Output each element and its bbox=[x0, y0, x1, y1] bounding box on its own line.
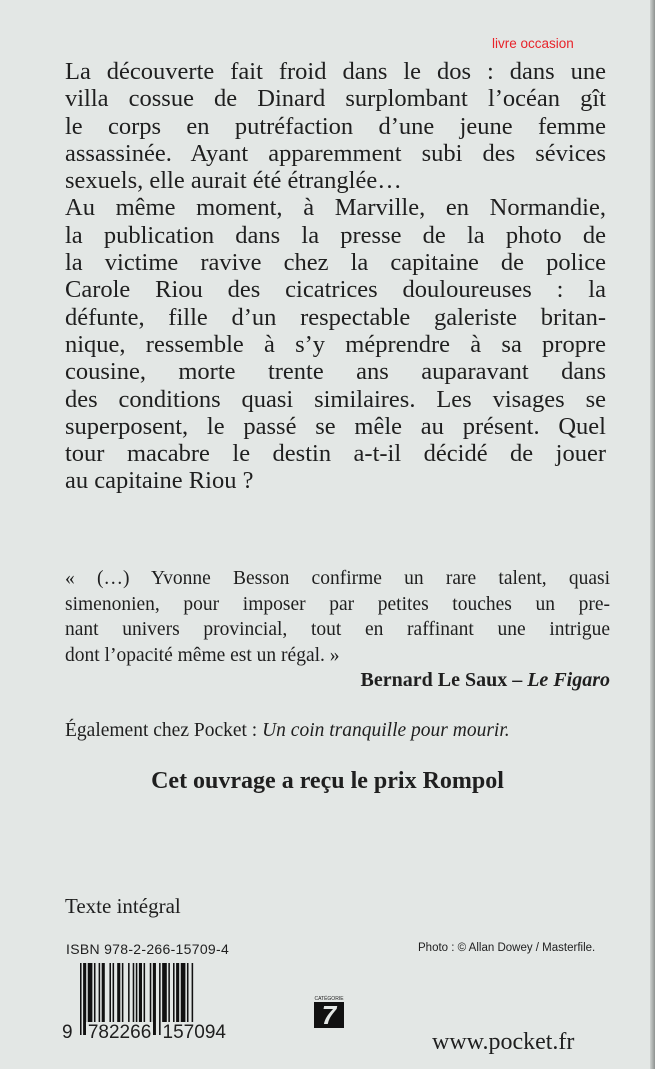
synopsis-line: cousine, morte trente ans auparavant dans bbox=[65, 358, 606, 386]
quote-line: nant univers provincial, tout en raffinant une intrigue bbox=[65, 619, 610, 641]
quote-attribution bbox=[65, 668, 610, 694]
synopsis-line: La découverte fait froid dans le dos : dans une bbox=[65, 58, 606, 85]
barcode-right-digits: 157094 bbox=[162, 1022, 226, 1043]
press-quote bbox=[65, 566, 610, 694]
quote-source: Le Figaro bbox=[527, 669, 610, 692]
synopsis-line: défunte, fille d’un respectable galeriste britan- bbox=[65, 303, 606, 331]
synopsis-line: Au même moment, à Marville, en Normandie, bbox=[65, 194, 606, 222]
also-title: Un coin tranquille pour mourir. bbox=[262, 720, 510, 741]
quote-line: simenonien, pour imposer par petites touches un pre- bbox=[65, 593, 610, 615]
barcode-left-digits: 782266 bbox=[87, 1022, 152, 1043]
synopsis-line: superposent, le passé se mêle au présent. Quel bbox=[65, 412, 606, 440]
synopsis-line: sexuels, elle aurait été étranglée… bbox=[65, 167, 402, 195]
also-available bbox=[65, 720, 510, 742]
barcode-first-digit: 9 bbox=[62, 1022, 73, 1043]
synopsis-line: au capitaine Riou ? bbox=[65, 467, 254, 495]
synopsis-line: villa cossue de Dinard surplombant l’océan gît bbox=[65, 85, 606, 113]
synopsis-line: tour macabre le destin a-t-il décidé de jouer bbox=[65, 440, 606, 468]
quote-line: « (…) Yvonne Besson confirme un rare talent, quasi bbox=[65, 568, 610, 589]
barcode-digits bbox=[60, 1022, 228, 1044]
cover-edge bbox=[650, 0, 655, 1069]
watermark: livre occasion bbox=[492, 36, 574, 51]
synopsis-line: le corps en putréfaction d’une jeune femme bbox=[65, 112, 606, 140]
unabridged-label: Texte intégral bbox=[65, 894, 181, 918]
synopsis-line: Carole Riou des cicatrices douloureuses : la bbox=[65, 276, 606, 304]
category-label: CATÉGORIE bbox=[314, 996, 344, 1002]
quote-line: dont l’opacité même est un régal. » bbox=[65, 644, 340, 666]
also-prefix: Également chez Pocket : bbox=[65, 720, 263, 741]
synopsis-line: assassinée. Ayant apparemment subi des sévices bbox=[65, 139, 606, 167]
quote-author: Bernard Le Saux – bbox=[360, 669, 528, 692]
synopsis-line: nique, ressemble à s’y méprendre à sa propre bbox=[65, 330, 606, 358]
category-number: 7 bbox=[314, 1002, 344, 1028]
price-category bbox=[314, 996, 344, 1028]
synopsis-line: la victime ravive chez la capitaine de police bbox=[65, 249, 606, 277]
website: www.pocket.fr bbox=[432, 1029, 575, 1055]
photo-credit: Photo : © Allan Dowey / Masterfile. bbox=[418, 942, 596, 954]
synopsis-line: des conditions quasi similaires. Les visages se bbox=[65, 385, 606, 413]
prize-statement: Cet ouvrage a reçu le prix Rompol bbox=[151, 768, 504, 794]
synopsis-line: la publication dans la presse de la photo de bbox=[65, 221, 606, 249]
synopsis bbox=[65, 58, 606, 495]
isbn: ISBN 978-2-266-15709-4 bbox=[66, 941, 230, 957]
